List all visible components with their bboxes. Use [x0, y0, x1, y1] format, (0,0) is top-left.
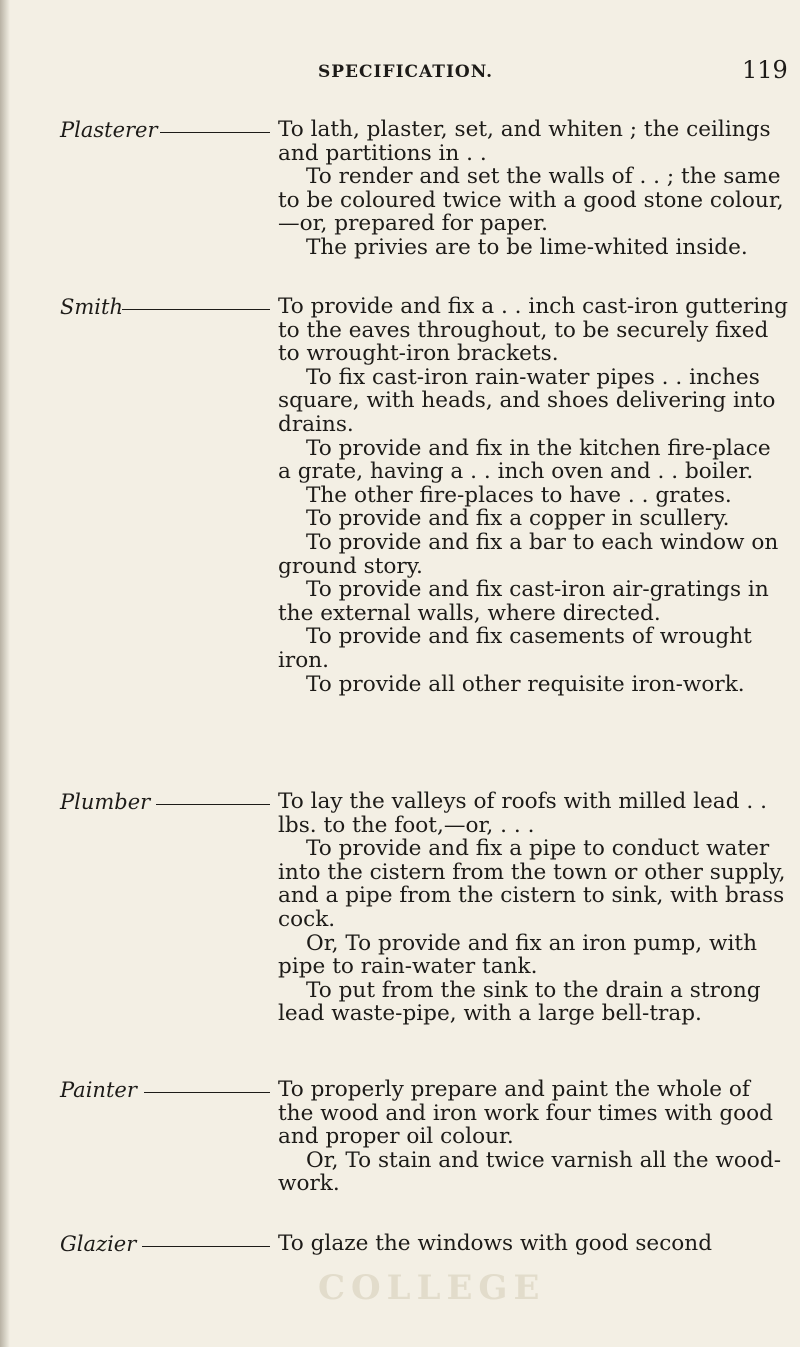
paragraph: To glaze the windows with good second — [278, 1231, 713, 1256]
page-header — [0, 56, 800, 86]
paragraph: The other fire-places to have . . grates. — [306, 482, 732, 508]
paragraph: To provide and fix cast-iron air-gratings in the external walls, where directed. — [278, 577, 769, 626]
trade-dash — [156, 804, 270, 805]
paragraph: To properly prepare and paint the whole of the wood and iron work four times with good and proper oil colour. — [278, 1077, 773, 1150]
section-text — [278, 1078, 790, 1196]
trade-dash — [142, 1246, 270, 1247]
trade-label: Painter — [60, 1078, 137, 1102]
paragraph: To provide and fix a bar to each window on ground story. — [278, 529, 779, 579]
paragraph: To fix cast-iron rain-water pipes . . inches square, with heads, and shoes delivering into drains. — [278, 364, 776, 437]
page-number: 119 — [742, 56, 788, 84]
paragraph: To put from the sink to the drain a strong lead waste-pipe, with a large bell-trap. — [278, 977, 761, 1027]
paragraph: To provide and fix a copper in scullery. — [306, 506, 730, 532]
trade-label: Glazier — [60, 1232, 137, 1256]
trade-label: Plumber — [60, 790, 151, 814]
paragraph: Or, To provide and fix an iron pump, with pipe to rain-water tank. — [278, 930, 757, 980]
trade-dash — [144, 1092, 270, 1093]
section-text — [278, 1232, 790, 1256]
paragraph: To lay the valleys of roofs with milled lead . . lbs. to the foot,—or, . . . — [278, 789, 767, 838]
paragraph: To provide and fix a . . inch cast-iron guttering to the eaves throughout, to be securely fixed to wrought-iron brackets. — [278, 294, 788, 367]
section-text — [278, 790, 790, 1026]
section-text — [278, 118, 790, 260]
paragraph: To lath, plaster, set, and whiten ; the ceilings and partitions in . . — [278, 117, 771, 166]
paragraph: To provide and fix in the kitchen fire-place a grate, having a . . inch oven and . . boiler. — [278, 435, 771, 485]
paragraph: The privies are to be lime-whited inside. — [306, 234, 748, 260]
section-text — [278, 295, 790, 696]
trade-label: Smith — [60, 295, 123, 319]
page-gutter-shadow — [0, 0, 10, 1347]
library-watermark: COLLEGE — [318, 1268, 546, 1308]
paragraph: Or, To stain and twice varnish all the wood-work. — [278, 1147, 781, 1197]
trade-dash — [160, 132, 270, 133]
trade-label: Plasterer — [60, 118, 158, 142]
paragraph: To render and set the walls of . . ; the same to be coloured twice with a good stone colour,—or, prepared for paper. — [278, 164, 784, 237]
running-title: SPECIFICATION. — [318, 62, 494, 82]
paragraph: To provide all other requisite iron-work. — [306, 671, 745, 697]
trade-dash — [122, 309, 270, 310]
paragraph: To provide and fix casements of wrought iron. — [278, 624, 752, 673]
paragraph: To provide and fix a pipe to conduct water into the cistern from the town or other supply, and a pipe from the cistern to sink, with brass cock. — [278, 836, 786, 932]
